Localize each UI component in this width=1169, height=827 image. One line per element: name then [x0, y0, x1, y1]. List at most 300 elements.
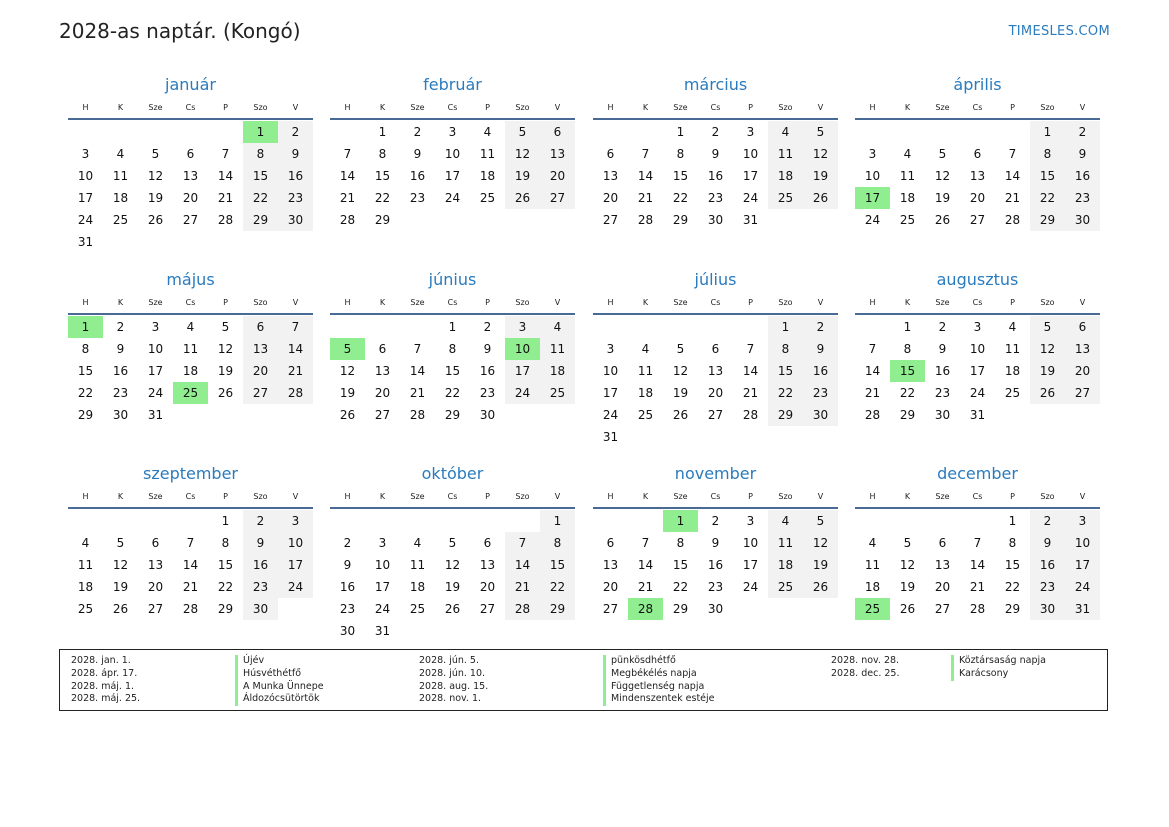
weekday-label: K	[117, 297, 124, 307]
day-cell: 1	[1030, 121, 1065, 143]
day-cell: 24	[742, 580, 759, 594]
weekday-label: V	[1079, 491, 1086, 501]
empty-cell	[278, 231, 313, 253]
month-name: február	[423, 75, 482, 94]
day-cell: 4	[81, 536, 90, 550]
weekday-label: P	[748, 102, 753, 112]
day-cell: 17	[742, 558, 759, 572]
day-cell: 30	[112, 408, 129, 422]
day-cell: 7	[868, 342, 877, 356]
day-cell: 4	[1008, 320, 1017, 334]
day-cell: 13	[479, 558, 496, 572]
day-cell: 29	[444, 408, 461, 422]
day-cell: 21	[505, 576, 540, 598]
day-cell: 5	[221, 320, 230, 334]
weekday-label: H	[344, 297, 351, 307]
day-cell: 24	[278, 576, 313, 598]
weekday-header	[593, 291, 838, 315]
empty-cell	[628, 426, 663, 448]
week-row	[330, 165, 575, 187]
day-cell: 21	[637, 191, 654, 205]
day-cell: 21	[742, 386, 759, 400]
holiday-date: 2028. jún. 10.	[419, 667, 486, 679]
weekday-label: H	[869, 491, 876, 501]
day-cell: 2	[278, 121, 313, 143]
week-row	[593, 554, 838, 576]
day-cell: 26	[803, 576, 838, 598]
empty-cell	[435, 510, 470, 532]
week-row	[330, 598, 575, 620]
month-name: november	[674, 464, 757, 483]
day-cell: 24	[864, 213, 881, 227]
day-cell: 30	[339, 624, 356, 638]
empty-cell	[330, 121, 365, 143]
weekday-header	[855, 485, 1100, 509]
day-cell: 15	[1004, 558, 1021, 572]
day-cell: 30	[479, 408, 496, 422]
week-row	[855, 598, 1100, 620]
day-cell: 1	[1008, 514, 1017, 528]
day-cell: 24	[444, 191, 461, 205]
site-link[interactable]: TIMESLES.COM	[1008, 24, 1110, 39]
day-cell: 11	[479, 147, 496, 161]
day-cell: 9	[1065, 143, 1100, 165]
weekday-label: Cs	[710, 297, 721, 307]
day-cell: 5	[676, 342, 685, 356]
week-row	[68, 360, 313, 382]
day-cell: 25	[1004, 386, 1021, 400]
day-cell: 6	[973, 147, 982, 161]
day-cell: 13	[243, 338, 278, 360]
day-cell: 3	[606, 342, 615, 356]
day-cell: 21	[278, 360, 313, 382]
empty-cell	[208, 121, 243, 143]
weekday-header	[593, 485, 838, 509]
day-cell: 24	[147, 386, 164, 400]
day-cell: 7	[641, 147, 650, 161]
empty-cell	[68, 121, 103, 143]
weekday-label: P	[1010, 297, 1015, 307]
empty-cell	[103, 231, 138, 253]
day-cell: 13	[934, 558, 951, 572]
legend-names-col-2	[603, 655, 715, 706]
day-cell: 3	[505, 316, 540, 338]
weekday-label: Szo	[778, 297, 793, 307]
weekday-header	[330, 485, 575, 509]
holiday-date: 2028. máj. 1.	[71, 680, 135, 692]
day-cell: 2	[483, 320, 492, 334]
weekday-label: H	[82, 297, 89, 307]
day-cell: 23	[707, 191, 724, 205]
day-cell: 28	[217, 213, 234, 227]
holiday-day-cell: 25	[855, 598, 890, 620]
day-cell: 2	[711, 125, 720, 139]
month-name: január	[165, 75, 216, 94]
day-cell: 11	[182, 342, 199, 356]
week-row	[855, 554, 1100, 576]
day-cell: 27	[374, 408, 391, 422]
weekday-label: V	[1079, 102, 1086, 112]
weekday-label: P	[223, 102, 228, 112]
holiday-name: A Munka Ünnepe	[235, 681, 324, 694]
day-cell: 20	[602, 580, 619, 594]
day-cell: 4	[186, 320, 195, 334]
day-cell: 12	[147, 169, 164, 183]
day-cell: 10	[742, 147, 759, 161]
holiday-name: Köztársaság napja	[951, 655, 1046, 668]
day-cell: 9	[711, 147, 720, 161]
empty-cell	[138, 121, 173, 143]
holiday-date: 2028. nov. 1.	[419, 693, 482, 705]
day-cell: 17	[77, 191, 94, 205]
day-cell: 3	[448, 125, 457, 139]
day-cell: 29	[243, 209, 278, 231]
month-name: március	[683, 75, 748, 94]
day-cell: 9	[711, 536, 720, 550]
day-cell: 6	[606, 147, 615, 161]
day-cell: 19	[444, 580, 461, 594]
day-cell: 3	[973, 320, 982, 334]
empty-cell	[768, 209, 803, 231]
empty-cell	[470, 209, 505, 231]
weekday-label: Szo	[1040, 491, 1055, 501]
day-cell: 6	[243, 316, 278, 338]
week-row	[855, 143, 1100, 165]
day-cell: 5	[448, 536, 457, 550]
weekday-label: K	[379, 297, 386, 307]
day-cell: 18	[899, 191, 916, 205]
empty-cell	[698, 426, 733, 448]
day-cell: 25	[637, 408, 654, 422]
day-cell: 7	[278, 316, 313, 338]
empty-cell	[505, 404, 540, 426]
day-cell: 24	[374, 602, 391, 616]
day-cell: 9	[343, 558, 352, 572]
day-cell: 16	[112, 364, 129, 378]
day-cell: 10	[278, 532, 313, 554]
day-cell: 2	[1030, 510, 1065, 532]
empty-cell	[470, 620, 505, 642]
day-cell: 1	[676, 125, 685, 139]
day-cell: 8	[540, 532, 575, 554]
weekday-label: V	[1079, 297, 1086, 307]
day-cell: 13	[602, 169, 619, 183]
day-cell: 18	[409, 580, 426, 594]
week-row	[330, 510, 575, 532]
day-cell: 11	[112, 169, 129, 183]
empty-cell	[540, 620, 575, 642]
holiday-day-cell: 10	[505, 338, 540, 360]
empty-cell	[103, 510, 138, 532]
day-cell: 10	[864, 169, 881, 183]
day-cell: 26	[934, 213, 951, 227]
day-cell: 9	[278, 143, 313, 165]
weekday-label: K	[642, 491, 649, 501]
weekday-label: Sze	[935, 491, 950, 501]
month-május	[68, 269, 313, 426]
week-row	[68, 576, 313, 598]
day-cell: 16	[1030, 554, 1065, 576]
day-cell: 27	[934, 602, 951, 616]
week-row	[855, 360, 1100, 382]
holiday-day-cell: 15	[890, 360, 925, 382]
day-cell: 16	[479, 364, 496, 378]
week-row	[68, 143, 313, 165]
weekday-label: V	[554, 491, 561, 501]
day-cell: 4	[903, 147, 912, 161]
day-cell: 28	[637, 213, 654, 227]
holiday-date: 2028. jan. 1.	[71, 655, 131, 666]
weekday-label: H	[607, 491, 614, 501]
day-cell: 2	[803, 316, 838, 338]
day-cell: 23	[1065, 187, 1100, 209]
day-cell: 20	[934, 580, 951, 594]
day-cell: 18	[112, 191, 129, 205]
week-row	[593, 316, 838, 338]
weekday-label: Cs	[447, 297, 458, 307]
weekday-label: H	[607, 297, 614, 307]
day-cell: 25	[768, 187, 803, 209]
day-cell: 28	[864, 408, 881, 422]
empty-cell	[173, 231, 208, 253]
weekday-label: Cs	[447, 102, 458, 112]
day-cell: 14	[1004, 169, 1021, 183]
day-cell: 23	[339, 602, 356, 616]
weekday-label: H	[82, 491, 89, 501]
day-cell: 27	[602, 213, 619, 227]
day-cell: 12	[803, 532, 838, 554]
holiday-date: 2028. aug. 15.	[419, 680, 489, 692]
week-row	[593, 143, 838, 165]
month-október	[330, 463, 575, 642]
day-cell: 10	[602, 364, 619, 378]
day-cell: 22	[672, 580, 689, 594]
day-cell: 27	[602, 602, 619, 616]
empty-cell	[330, 316, 365, 338]
weekday-label: K	[117, 491, 124, 501]
day-cell: 25	[899, 213, 916, 227]
day-cell: 19	[339, 386, 356, 400]
day-cell: 12	[217, 342, 234, 356]
month-július	[593, 269, 838, 448]
day-cell: 16	[707, 169, 724, 183]
day-cell: 19	[505, 165, 540, 187]
weekday-header	[330, 96, 575, 120]
weekday-label: Sze	[410, 491, 425, 501]
day-cell: 1	[221, 514, 230, 528]
empty-cell	[470, 510, 505, 532]
week-row	[855, 338, 1100, 360]
day-cell: 17	[505, 360, 540, 382]
weekday-label: P	[485, 102, 490, 112]
empty-cell	[400, 510, 435, 532]
day-cell: 21	[409, 386, 426, 400]
day-cell: 16	[243, 554, 278, 576]
day-cell: 4	[768, 510, 803, 532]
day-cell: 23	[409, 191, 426, 205]
week-row	[68, 598, 313, 620]
day-cell: 7	[505, 532, 540, 554]
day-cell: 19	[803, 165, 838, 187]
day-cell: 15	[243, 165, 278, 187]
day-cell: 27	[540, 187, 575, 209]
day-cell: 8	[768, 338, 803, 360]
day-cell: 4	[768, 121, 803, 143]
day-cell: 17	[602, 386, 619, 400]
weekday-label: K	[904, 491, 911, 501]
week-row	[855, 187, 1100, 209]
day-cell: 29	[672, 213, 689, 227]
day-cell: 11	[899, 169, 916, 183]
week-row	[68, 338, 313, 360]
day-cell: 14	[864, 364, 881, 378]
month-name: április	[953, 75, 1002, 94]
month-november	[593, 463, 838, 620]
day-cell: 4	[116, 147, 125, 161]
day-cell: 17	[278, 554, 313, 576]
empty-cell	[593, 121, 628, 143]
week-row	[68, 231, 313, 253]
day-cell: 14	[217, 169, 234, 183]
holiday-name: Húsvéthétfő	[235, 668, 324, 681]
holiday-name: Karácsony	[951, 668, 1046, 681]
empty-cell	[733, 316, 768, 338]
empty-cell	[243, 231, 278, 253]
day-cell: 25	[409, 602, 426, 616]
empty-cell	[663, 426, 698, 448]
holiday-day-cell: 28	[628, 598, 663, 620]
day-cell: 17	[1065, 554, 1100, 576]
day-cell: 24	[77, 213, 94, 227]
week-row	[68, 121, 313, 143]
day-cell: 22	[243, 187, 278, 209]
day-cell: 30	[803, 404, 838, 426]
day-cell: 11	[77, 558, 94, 572]
day-cell: 12	[505, 143, 540, 165]
empty-cell	[540, 404, 575, 426]
day-cell: 7	[641, 536, 650, 550]
empty-cell	[628, 316, 663, 338]
day-cell: 17	[969, 364, 986, 378]
week-row	[68, 209, 313, 231]
day-cell: 5	[903, 536, 912, 550]
empty-cell	[925, 510, 960, 532]
day-cell: 29	[768, 404, 803, 426]
empty-cell	[173, 121, 208, 143]
weekday-label: Sze	[148, 297, 163, 307]
day-cell: 11	[1004, 342, 1021, 356]
week-row	[855, 382, 1100, 404]
holiday-name: pünkösdhétfő	[603, 655, 715, 668]
weekday-label: Cs	[447, 491, 458, 501]
month-március	[593, 74, 838, 231]
day-cell: 17	[374, 580, 391, 594]
day-cell: 29	[540, 598, 575, 620]
day-cell: 8	[81, 342, 90, 356]
weekday-label: Szo	[515, 102, 530, 112]
week-row	[593, 165, 838, 187]
weekday-label: P	[1010, 102, 1015, 112]
day-cell: 9	[116, 342, 125, 356]
day-cell: 21	[339, 191, 356, 205]
empty-cell	[400, 209, 435, 231]
day-cell: 16	[339, 580, 356, 594]
week-row	[855, 510, 1100, 532]
day-cell: 2	[1065, 121, 1100, 143]
day-cell: 20	[969, 191, 986, 205]
empty-cell	[803, 209, 838, 231]
week-row	[855, 404, 1100, 426]
weekday-label: Sze	[935, 102, 950, 112]
day-cell: 8	[676, 536, 685, 550]
week-row	[330, 209, 575, 231]
week-row	[68, 404, 313, 426]
day-cell: 20	[182, 191, 199, 205]
day-cell: 19	[672, 386, 689, 400]
empty-cell	[138, 510, 173, 532]
empty-cell	[768, 426, 803, 448]
day-cell: 9	[413, 147, 422, 161]
day-cell: 6	[151, 536, 160, 550]
day-cell: 27	[1065, 382, 1100, 404]
day-cell: 27	[969, 213, 986, 227]
day-cell: 30	[278, 209, 313, 231]
day-cell: 22	[217, 580, 234, 594]
day-cell: 15	[672, 558, 689, 572]
day-cell: 23	[243, 576, 278, 598]
day-cell: 6	[938, 536, 947, 550]
day-cell: 7	[746, 342, 755, 356]
day-cell: 6	[540, 121, 575, 143]
week-row	[330, 576, 575, 598]
page-title: 2028-as naptár. (Kongó)	[59, 19, 301, 43]
weekday-label: P	[748, 491, 753, 501]
day-cell: 4	[868, 536, 877, 550]
empty-cell	[768, 598, 803, 620]
day-cell: 4	[641, 342, 650, 356]
day-cell: 13	[707, 364, 724, 378]
empty-cell	[995, 404, 1030, 426]
day-cell: 10	[742, 536, 759, 550]
day-cell: 22	[444, 386, 461, 400]
week-row	[593, 121, 838, 143]
weekday-label: Sze	[410, 102, 425, 112]
day-cell: 29	[899, 408, 916, 422]
day-cell: 1	[903, 320, 912, 334]
day-cell: 7	[973, 536, 982, 550]
day-cell: 2	[413, 125, 422, 139]
week-row	[68, 316, 313, 338]
day-cell: 22	[899, 386, 916, 400]
day-cell: 27	[147, 602, 164, 616]
weekday-label: P	[748, 297, 753, 307]
day-cell: 18	[768, 165, 803, 187]
empty-cell	[995, 121, 1030, 143]
day-cell: 26	[899, 602, 916, 616]
day-cell: 28	[409, 408, 426, 422]
day-cell: 8	[676, 147, 685, 161]
day-cell: 18	[1004, 364, 1021, 378]
day-cell: 11	[409, 558, 426, 572]
day-cell: 25	[479, 191, 496, 205]
weekday-label: H	[82, 102, 89, 112]
week-row	[330, 121, 575, 143]
weekday-label: V	[292, 297, 299, 307]
day-cell: 15	[672, 169, 689, 183]
empty-cell	[505, 209, 540, 231]
empty-cell	[890, 510, 925, 532]
day-cell: 22	[672, 191, 689, 205]
